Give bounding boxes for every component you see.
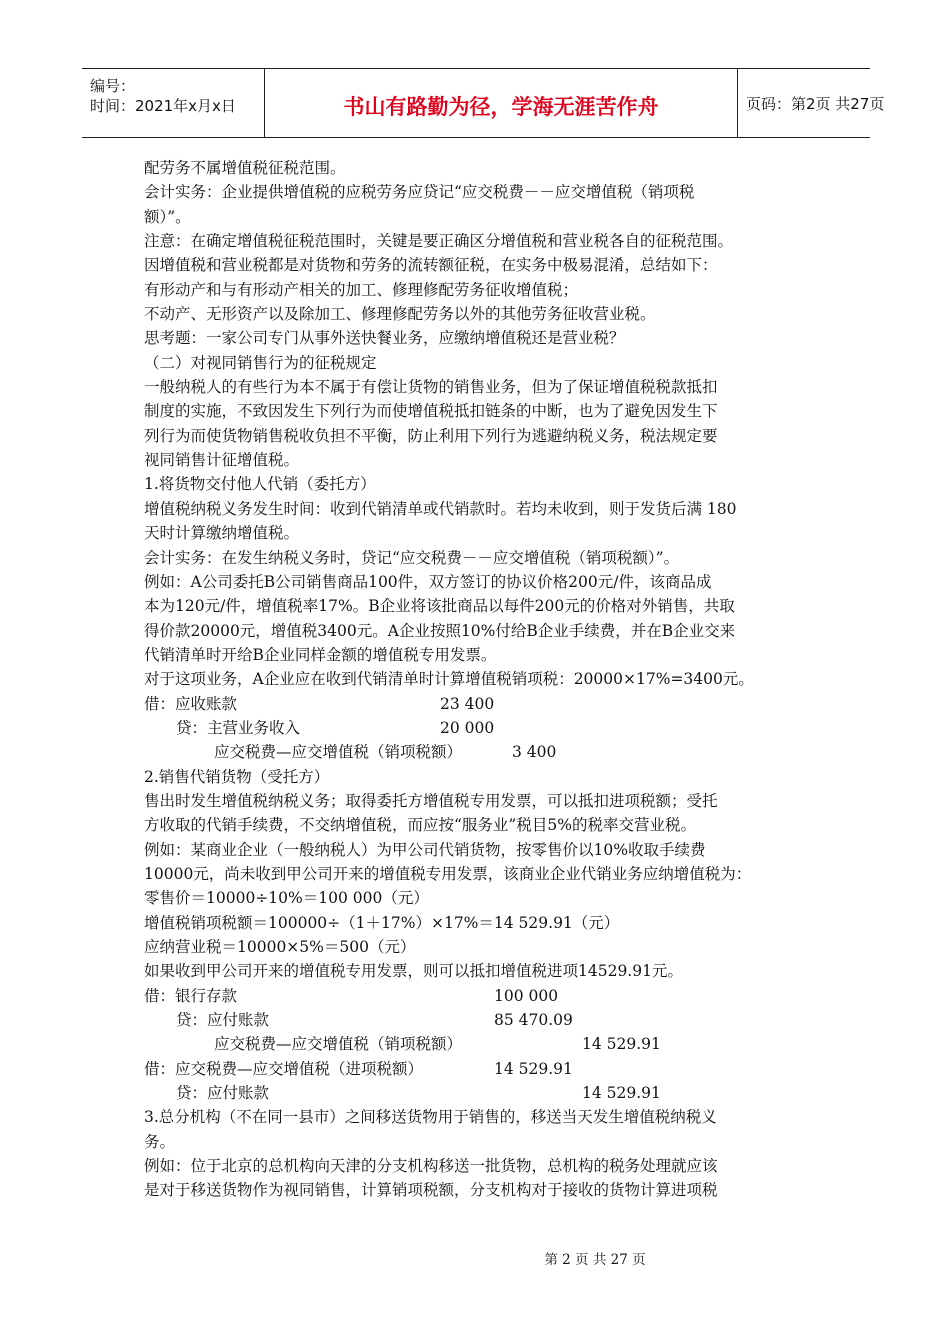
- section-heading: （二）对视同销售行为的征税规定: [144, 353, 377, 372]
- subsection-heading: 3.总分机构（不在同一县市）之间移送货物用于销售的，移送当天发生增值税纳税义: [144, 1108, 717, 1127]
- text-line: 天时计算缴纳增值税。: [144, 524, 300, 543]
- footer-page-number: 第 2 页 共 27 页: [544, 1252, 646, 1268]
- text-line: 如果收到甲公司开来的增值税专用发票，则可以抵扣增值税进项14529.91元。: [144, 962, 683, 981]
- document-body: [144, 156, 814, 1203]
- journal-row: [144, 984, 814, 1008]
- text-line: 售出时发生增值税纳税义务；取得委托方增值税专用发票，可以抵扣进项税额；受托: [144, 791, 718, 810]
- date-line: 时间：2021年x月x日: [90, 97, 236, 115]
- text-line: 会计实务：企业提供增值税的应税劳务应贷记“应交税费－－应交增值税（销项税: [144, 183, 695, 202]
- code-label: 编号：: [90, 77, 136, 95]
- text-line: 额）”。: [144, 207, 191, 226]
- motto: 书山有路勤为径，学海无涯苦作舟: [343, 95, 659, 119]
- journal-amount: 20 000: [440, 718, 495, 737]
- header-info-cell: [82, 69, 265, 137]
- journal-account: 借：银行存款: [144, 986, 238, 1005]
- journal-row: [144, 1032, 814, 1056]
- text-line: 思考题：一家公司专门从事外送快餐业务，应缴纳增值税还是营业税？: [144, 329, 625, 348]
- page-header: [82, 68, 885, 138]
- journal-account: 应交税费—应交增值税（销项税额）: [214, 743, 463, 762]
- text-line: 制度的实施，不致因发生下列行为而使增值税抵扣链条的中断，也为了避免因发生下: [144, 402, 718, 421]
- text-line: 方收取的代销手续费，不交纳增值税，而应按“服务业”税目5%的税率交营业税。: [144, 816, 696, 835]
- journal-row: [144, 1008, 814, 1032]
- journal-amount: 14 529.91: [582, 1035, 661, 1054]
- header-motto-cell: [265, 69, 738, 137]
- text-line: 不动产、无形资产以及除加工、修理修配劳务以外的其他劳务征收营业税。: [144, 305, 656, 324]
- journal-amount: 100 000: [494, 986, 559, 1005]
- subsection-heading: 2.销售代销货物（受托方）: [144, 767, 330, 786]
- text-line: 代销清单时开给B企业同样金额的增值税专用发票。: [144, 645, 497, 664]
- text-line: 例如：A公司委托B公司销售商品100件，双方签订的协议价格200元/件，该商品成: [144, 572, 712, 591]
- text-line: 因增值税和营业税都是对货物和劳务的流转额征税，在实务中极易混淆，总结如下：: [144, 256, 718, 275]
- journal-row: [144, 1057, 814, 1081]
- journal-amount: 14 529.91: [582, 1084, 661, 1103]
- text-line: 是对于移送货物作为视同销售，计算销项税额，分支机构对于接收的货物计算进项税: [144, 1181, 718, 1200]
- page-footer: [0, 1248, 950, 1268]
- journal-account: 借：应交税费—应交增值税（进项税额）: [144, 1059, 424, 1078]
- subsection-heading: 1.将货物交付他人代销（委托方）: [144, 475, 376, 494]
- text-line: 注意：在确定增值税征税范围时，关键是要正确区分增值税和营业税各自的征税范围。: [144, 232, 734, 251]
- journal-row: [144, 692, 814, 716]
- text-line: 例如：某商业企业（一般纳税人）为甲公司代销货物，按零售价以10%收取手续费: [144, 840, 706, 859]
- journal-amount: 85 470.09: [494, 1011, 573, 1030]
- text-line: 务。: [144, 1132, 176, 1151]
- text-line: 一般纳税人的有些行为本不属于有偿让货物的销售业务，但为了保证增值税税款抵扣: [144, 378, 718, 397]
- journal-amount: 14 529.91: [494, 1059, 573, 1078]
- journal-row: [144, 716, 814, 740]
- text-line: 视同销售计征增值税。: [144, 451, 300, 470]
- journal-amount: 23 400: [440, 694, 495, 713]
- text-line: 本为120元/件，增值税率17%。B企业将该批商品以每件200元的价格对外销售，共取: [144, 597, 735, 616]
- text-line: 增值税纳税义务发生时间：收到代销清单或代销款时。若均未收到，则于发货后满 180: [144, 499, 737, 518]
- text-line: 10000元，尚未收到甲公司开来的增值税专用发票，该商业企业代销业务应纳增值税为：: [144, 864, 752, 883]
- header-page-cell: [738, 69, 885, 137]
- text-line: 对于这项业务，A企业应在收到代销清单时计算增值税销项税：20000×17%=3400元。: [144, 670, 754, 689]
- text-line: 得价款20000元，增值税3400元。A企业按照10%付给B企业手续费，并在B企业交来: [144, 621, 736, 640]
- journal-account: 借：应收账款: [144, 694, 238, 713]
- journal-amount: 3 400: [512, 743, 557, 762]
- page-number-label: 页码：第2页 共27页: [746, 95, 885, 113]
- text-line: 增值税销项税额＝100000÷（1＋17%）×17%＝14 529.91（元）: [144, 913, 620, 932]
- text-line: 零售价＝10000÷10%＝100 000（元）: [144, 889, 429, 908]
- journal-account: 应交税费—应交增值税（销项税额）: [214, 1035, 463, 1054]
- text-line: 会计实务：在发生纳税义务时，贷记“应交税费－－应交增值税（销项税额）”。: [144, 548, 680, 567]
- text-line: 有形动产和与有形动产相关的加工、修理修配劳务征收增值税；: [144, 280, 579, 299]
- text-line: 列行为而使货物销售税收负担不平衡，防止利用下列行为逃避纳税义务，税法规定要: [144, 426, 718, 445]
- journal-account: 贷：应付账款: [176, 1011, 270, 1030]
- journal-row: [144, 740, 814, 764]
- journal-account: 贷：应付账款: [176, 1084, 270, 1103]
- text-line: 例如：位于北京的总机构向天津的分支机构移送一批货物，总机构的税务处理就应该: [144, 1157, 718, 1176]
- journal-account: 贷：主营业务收入: [176, 718, 301, 737]
- journal-row: [144, 1081, 814, 1105]
- text-line: 配劳务不属增值税征税范围。: [144, 159, 346, 177]
- text-line: 应纳营业税＝10000×5%＝500（元）: [144, 938, 416, 956]
